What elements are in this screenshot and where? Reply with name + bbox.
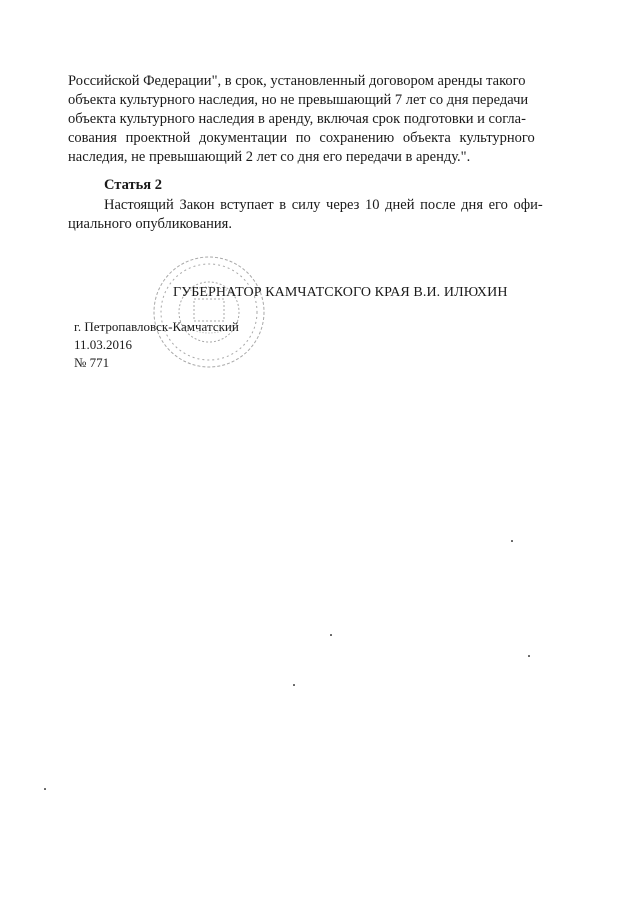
paragraph-line: сования проектной документации по сохранению объекта культурного (68, 130, 535, 146)
paragraph-effective-date (68, 196, 552, 234)
paragraph-line: циального опубликования. (68, 216, 232, 232)
scan-speck (44, 788, 46, 790)
paragraph-line: наследия, не превышающий 2 лет со дня его передачи в аренду.". (68, 149, 471, 165)
signing-date: 11.03.2016 (74, 337, 133, 352)
paragraph-line: объекта культурного наследия в аренду, включая срок подготовки и согла- (68, 111, 526, 127)
paragraph-amendment (68, 72, 552, 167)
law-number: № 771 (74, 355, 110, 370)
article-heading: Статья 2 (104, 177, 162, 193)
scan-speck (330, 634, 332, 636)
place-of-signing: г. Петропавловск-Камчатский (74, 319, 239, 334)
scan-speck (293, 684, 295, 686)
governor-signature-line: ГУБЕРНАТОР КАМЧАТСКОГО КРАЯ В.И. ИЛЮХИН (173, 285, 508, 300)
paragraph-line: объекта культурного наследия, но не превышающий 7 лет со дня передачи (68, 92, 529, 108)
paragraph-line: Настоящий Закон вступает в силу через 10 дней после дня его офи- (104, 197, 543, 213)
document-meta (74, 318, 239, 372)
scan-speck (511, 540, 513, 542)
paragraph-line: Российской Федерации", в срок, установленный договором аренды такого (68, 73, 526, 89)
scan-speck (528, 655, 530, 657)
